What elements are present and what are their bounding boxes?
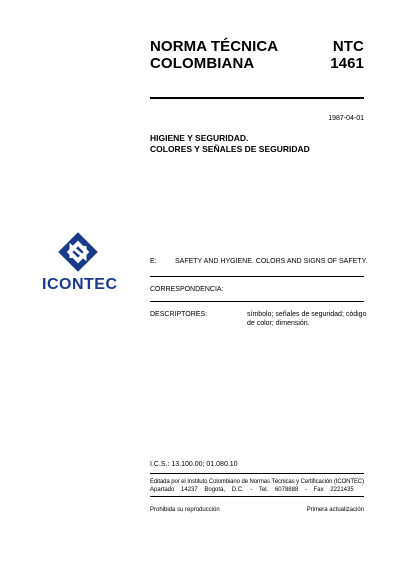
standard-code: [330, 38, 364, 72]
title-line-1: NORMA TÉCNICA: [150, 38, 279, 55]
publisher-line-2: Apartado 14237 Bogotá, D.C. - Tel. 6078888 - Fax 2221435: [150, 487, 354, 493]
icontec-emblem-icon: [58, 232, 98, 272]
publisher-line-1: Editada por el Instituto Colombiano de Normas Técnicas y Certificación (ICONTEC): [150, 479, 364, 485]
ics-codes: I.C.S.: 13.100.00; 01.080.10: [150, 461, 238, 468]
code-number: 1461: [330, 55, 364, 72]
descriptores-label: DESCRIPTORES:: [150, 311, 208, 318]
logo-wordmark: ICONTEC: [42, 276, 118, 293]
descriptores-line-2: de color; dimensión.: [247, 320, 310, 327]
correspondencia-label: CORRESPONDENCIA:: [150, 286, 224, 293]
subject-line-1: HIGIENE Y SEGURIDAD.: [150, 133, 249, 143]
update-notice: Primera actualización: [306, 507, 364, 513]
english-title: SAFETY AND HYGIENE. COLORS AND SIGNS OF SAFETY.: [175, 258, 368, 265]
publisher-info: [150, 478, 364, 494]
descriptores-line-1: símbolo; señales de seguridad; código: [247, 311, 367, 318]
icontec-logo: [42, 232, 118, 294]
rule-3: [150, 473, 364, 474]
english-label: E:: [150, 258, 157, 265]
descriptores-value: [247, 310, 366, 328]
rule-2: [150, 301, 364, 302]
subject-line-2: COLORES Y SEÑALES DE SEGURIDAD: [150, 144, 310, 154]
document-subject: [150, 133, 310, 155]
header-rule: [150, 97, 364, 99]
rule-1: [150, 276, 364, 277]
standard-title: [150, 38, 278, 72]
reproduction-notice: Prohibida su reproducción: [150, 507, 220, 513]
rule-4: [150, 496, 364, 497]
code-prefix: NTC: [332, 38, 364, 55]
title-line-2: COLOMBIANA: [150, 55, 255, 72]
publication-date: 1987-04-01: [328, 115, 364, 122]
